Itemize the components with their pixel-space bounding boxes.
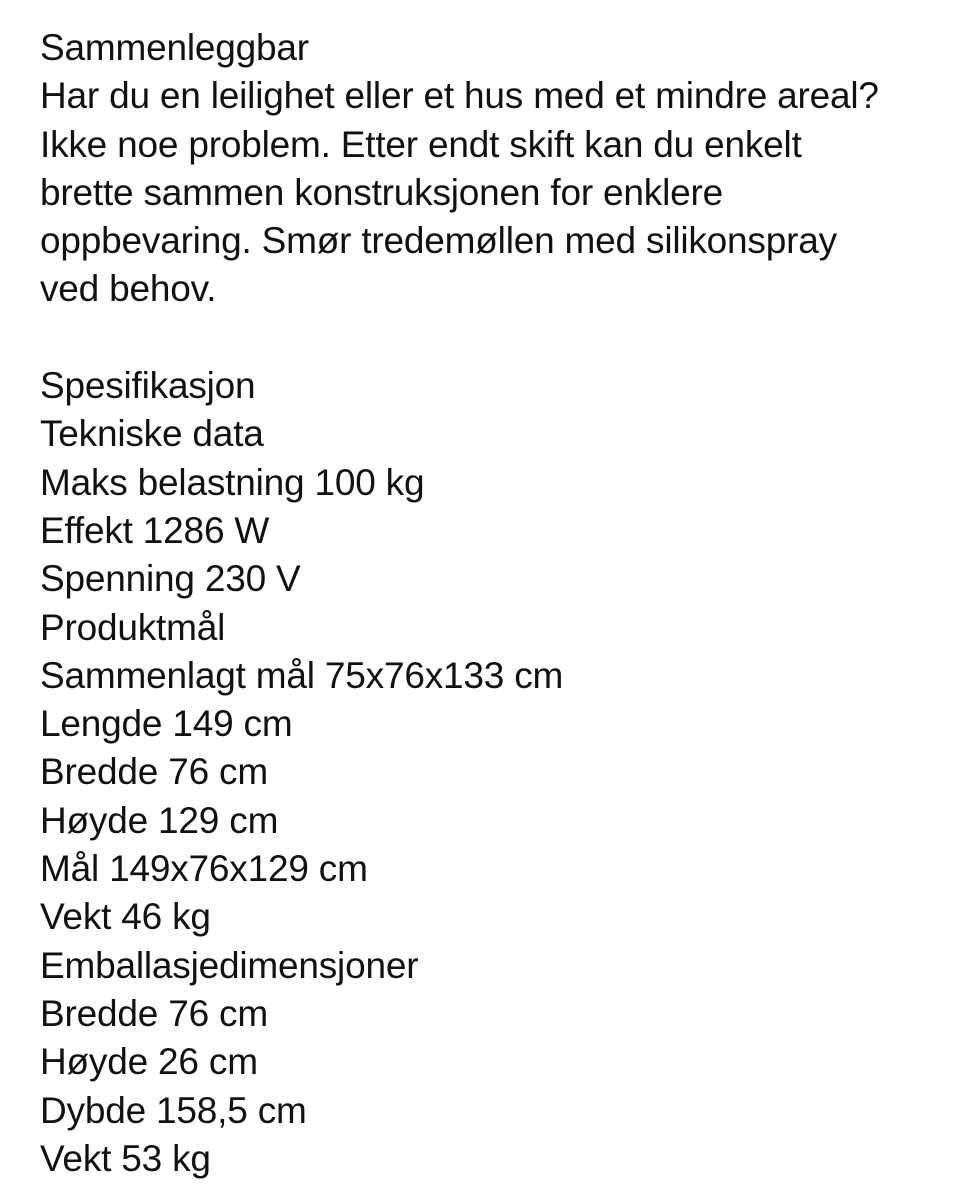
packaging-dimensions-heading: Emballasjedimensjoner — [40, 944, 419, 986]
specification-section — [40, 362, 940, 1183]
spec-line: Sammenlagt mål 75x76x133 cm — [40, 654, 564, 696]
spec-line: Lengde 149 cm — [40, 703, 293, 745]
intro-line: oppbevaring. Smør tredemøllen med silikonspray — [40, 220, 837, 262]
spec-line: Maks belastning 100 kg — [40, 461, 425, 503]
spec-line: Høyde 26 cm — [40, 1041, 258, 1083]
intro-line: Ikke noe problem. Etter endt skift kan du enkelt — [40, 123, 802, 165]
spec-line: Bredde 76 cm — [40, 751, 268, 793]
spec-line: Mål 149x76x129 cm — [40, 848, 368, 890]
paragraph-gap — [40, 314, 940, 362]
intro-line: ved behov. — [40, 268, 217, 310]
spec-line: Bredde 76 cm — [40, 992, 268, 1034]
intro-section — [40, 24, 940, 314]
intro-line: Har du en leilighet eller et hus med et mindre areal? — [40, 75, 879, 117]
technical-data-heading: Tekniske data — [40, 413, 264, 455]
spec-heading: Spesifikasjon — [40, 365, 256, 407]
product-dimensions-heading: Produktmål — [40, 606, 226, 648]
spec-line: Høyde 129 cm — [40, 799, 279, 841]
spec-line: Dybde 158,5 cm — [40, 1089, 307, 1131]
spec-line: Spenning 230 V — [40, 558, 301, 600]
spec-line: Vekt 46 kg — [40, 896, 211, 938]
spec-line: Effekt 1286 W — [40, 509, 270, 551]
intro-heading: Sammenleggbar — [40, 27, 309, 68]
intro-line: brette sammen konstruksjonen for enklere — [40, 171, 724, 213]
spec-line: Vekt 53 kg — [40, 1137, 211, 1179]
